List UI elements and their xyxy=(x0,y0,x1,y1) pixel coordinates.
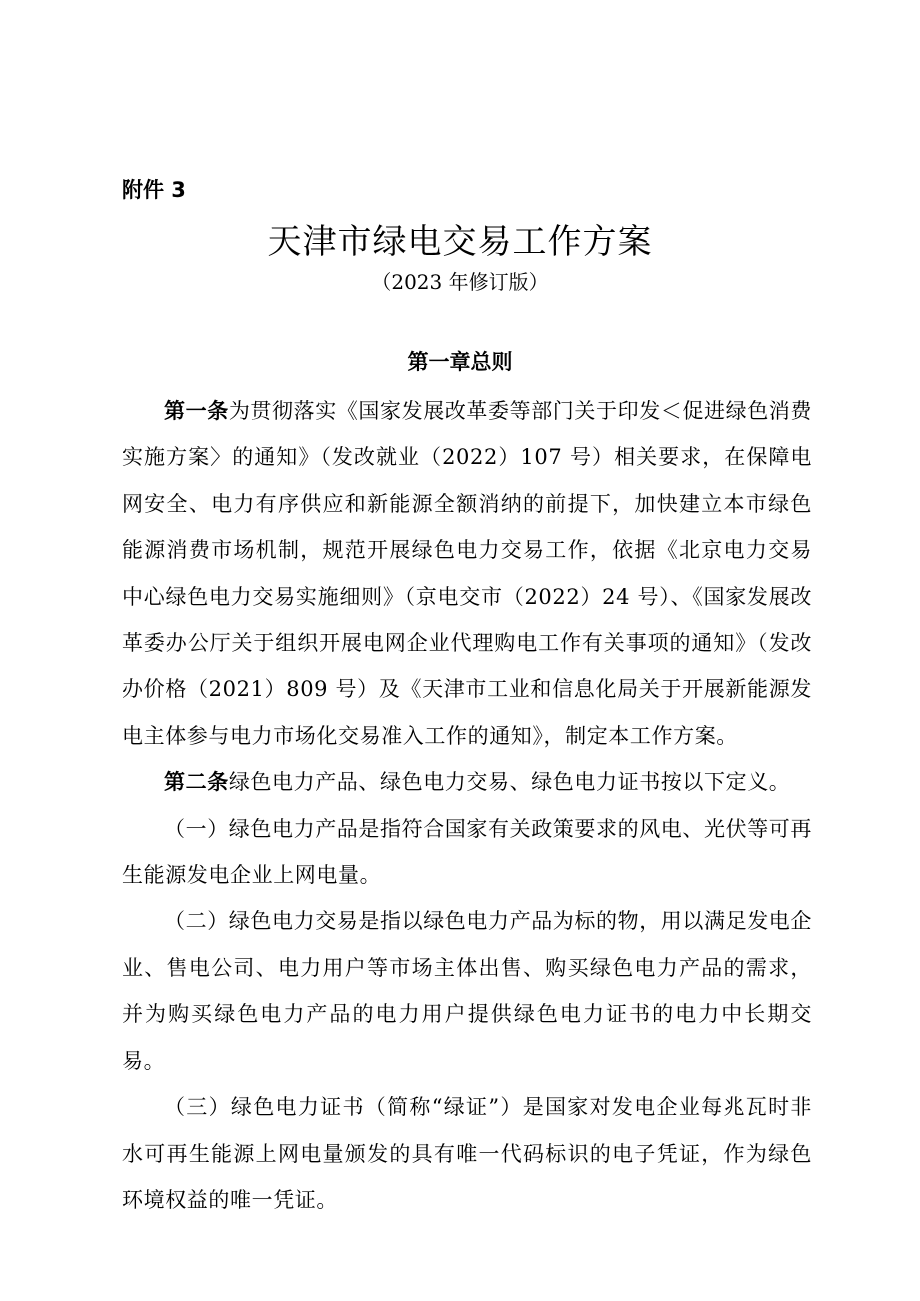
document-title: 天津市绿电交易工作方案 xyxy=(267,222,653,262)
definition-item-1: （一）绿色电力产品是指符合国家有关政策要求的风电、光伏等可再生能源发电企业上网电量。 xyxy=(122,816,812,888)
attachment-label: 附件 3 xyxy=(122,178,186,202)
article-2-label: 第二条 xyxy=(164,770,229,795)
article-1-text: 为贯彻落实《国家发展改革委等部门关于印发＜促进绿色消费实施方案〉的通知》（发改就业（2022）107 号）相关要求，在保障电网安全、电力有序供应和新能源全额消纳的前提下，加快建立本市绿色能源消费市场机制，规范开展绿色电力交易工作，依据《北京电力交易中心绿色电力交易实施细则》（京电交市（2022）24 号）、《国家发展改革委办公厅关于组织开展电网企业代理购电工作有关事项的通知》（发改办价格（2021）809 号）及《天津市工业和信息化局关于开展新能源发电主体参与电力市场化交易准入工作的通知》，制定本工作方案。 xyxy=(122,399,813,748)
article-1 xyxy=(122,388,812,759)
article-2 xyxy=(122,759,812,805)
article-2-text: 绿色电力产品、绿色电力交易、绿色电力证书按以下定义。 xyxy=(228,770,791,795)
article-1-label: 第一条 xyxy=(164,399,229,423)
chapter-heading: 第一章总则 xyxy=(407,350,513,374)
definition-item-2: （二）绿色电力交易是指以绿色电力产品为标的物，用以满足发电企业、售电公司、电力用户等市场主体出售、购买绿色电力产品的需求，并为购买绿色电力产品的电力用户提供绿色电力证书的电力中长期交易。 xyxy=(122,909,812,1073)
definition-item-3: （三）绿色电力证书（简称“绿证”）是国家对发电企业每兆瓦时非水可再生能源上网电量颁发的具有唯一代码标识的电子凭证，作为绿色环境权益的唯一凭证。 xyxy=(122,1095,812,1212)
document-body xyxy=(122,388,812,1223)
document-subtitle: （2023 年修订版） xyxy=(371,270,549,294)
